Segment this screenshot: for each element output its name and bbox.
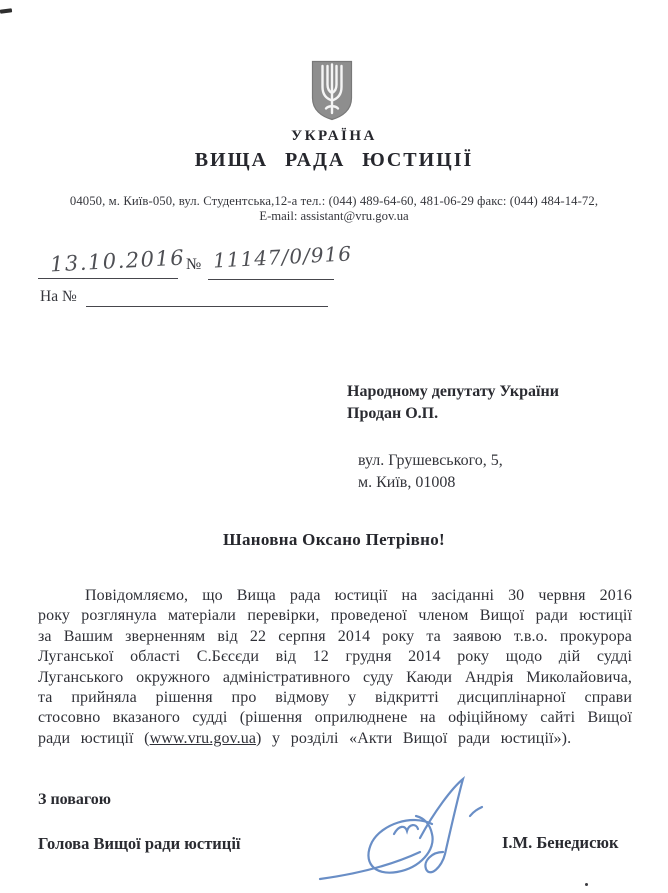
closing-regards: З повагою — [38, 791, 111, 808]
handwritten-signature-icon — [312, 772, 490, 887]
number-underline — [208, 279, 334, 280]
handwritten-outgoing-number: 11147/0/916 — [212, 241, 353, 273]
org-address-line: 04050, м. Київ-050, вул. Студентська,12-а тел.: (044) 489-64-60, 481-06-29 факс: (044) 484-14-72, — [69, 194, 599, 208]
body-text-after-url: ) у розділі «Акти Вищої ради юстиції»). — [256, 729, 572, 747]
recipient-address-line1: вул. Грушевського, 5, — [358, 452, 503, 469]
recipient-address-line2: м. Київ, 01008 — [358, 473, 456, 491]
date-underline — [38, 278, 178, 279]
body-text-before-url: Повідомляємо, що Вища рада юстиції на засіданні 30 червня 2016 року розглянула матеріали перевірки, проведеної членом Вищої ради юстиції за Вашим зверненням від 22 серпня 2014 року та заявою т.в.о. прокурора Луганської області С.Бєсєди від 12 грудня 2014 року щодо дій судді Луганського окружного адміністративного суду Каюди Андрія Миколайовича, та прийняла рішення про відмову у відкритті дисциплінарної справи стосовно вказаного судді (рішення оприлюднене на офіційному сайті Вищої ради юстиції ( — [38, 587, 632, 747]
recipient-title: Народному депутату України — [347, 383, 559, 400]
org-email-line: E-mail: assistant@vru.gov.ua — [259, 209, 409, 223]
salutation: Шановна Оксано Петрівно! — [223, 530, 445, 549]
recipient-name: Продан О.П. — [347, 405, 439, 422]
reply-to-label: На № — [40, 288, 77, 305]
scan-artifact-mark — [0, 8, 12, 13]
country-name: УКРАЇНА — [291, 128, 377, 144]
number-sign-label: № — [186, 256, 202, 273]
ukraine-coat-of-arms-icon — [311, 60, 353, 121]
recipient-block — [347, 381, 559, 425]
handwritten-date: 13.10.2016 — [49, 245, 186, 277]
body-paragraph — [38, 586, 632, 749]
organization-name: ВИЩА РАДА ЮСТИЦІЇ — [194, 149, 474, 171]
url-text: www.vru.gov.ua — [149, 729, 257, 747]
ink-dot-mark — [585, 883, 588, 886]
signer-name: І.М. Бенедисюк — [502, 833, 619, 852]
signer-position-title: Голова Вищої ради юстиції — [38, 834, 241, 853]
reply-underline — [86, 306, 328, 307]
recipient-address-block — [358, 450, 503, 493]
